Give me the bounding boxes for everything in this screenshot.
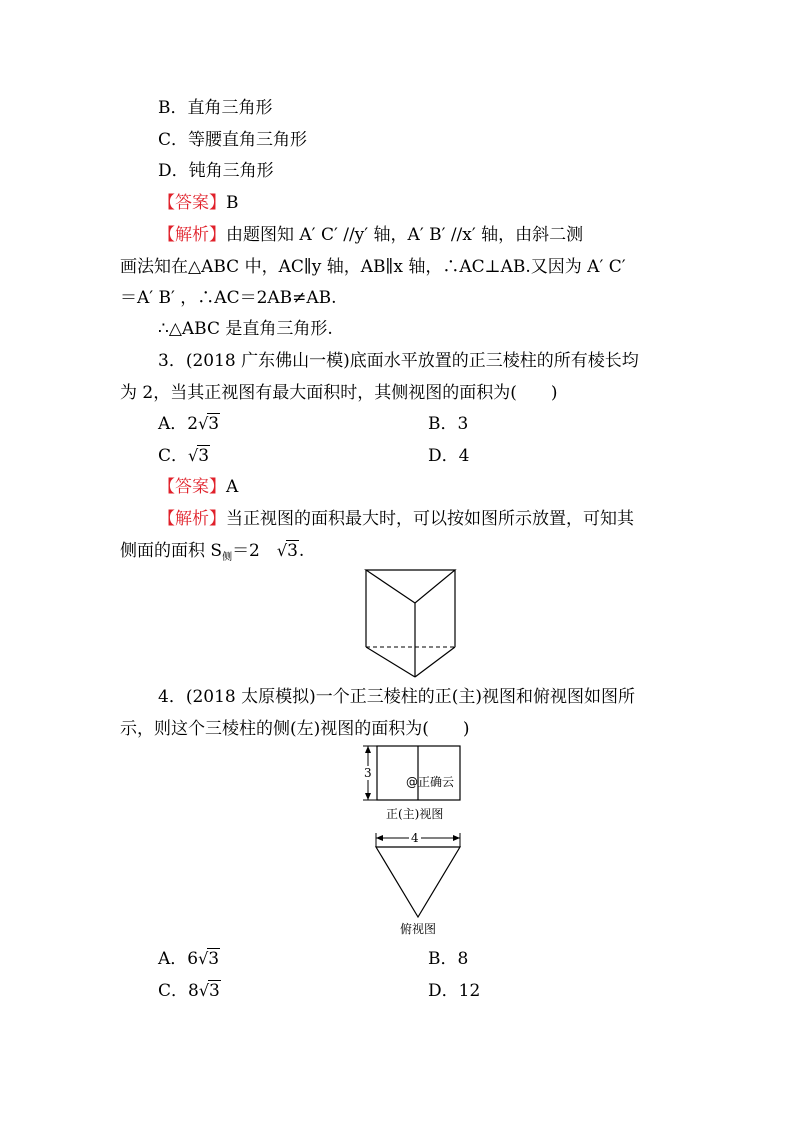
q4-option-a xyxy=(158,948,220,970)
arrow-right-icon xyxy=(453,835,460,841)
analysis-tag: 【解析】 xyxy=(158,225,226,245)
q3-stem-line-2: 为 2，当其正视图有最大面积时，其侧视图的面积为( ) xyxy=(120,383,558,403)
answer-tag: 【答案】 xyxy=(158,477,226,497)
option-c-prefix: C．8 xyxy=(158,981,199,1001)
watermark: @正确云 xyxy=(406,775,455,789)
q4-option-c xyxy=(158,980,221,1002)
q3-stem-line-1: 3．(2018 广东佛山一模)底面水平放置的正三棱柱的所有棱长均 xyxy=(158,351,639,371)
subscript: 侧 xyxy=(222,552,233,563)
height-label: 3 xyxy=(364,766,372,780)
prism-figure xyxy=(360,565,460,680)
option-a-prefix: A．2 xyxy=(158,414,199,434)
q4-stem-line-1: 4．(2018 太原模拟)一个正三棱柱的正(主)视图和俯视图如图所 xyxy=(158,687,636,707)
width-label: 4 xyxy=(411,831,419,845)
q4-option-b: B．8 xyxy=(428,949,469,969)
prism-bottom-right xyxy=(415,647,455,677)
answer-value: B xyxy=(226,193,239,213)
radicand: 3 xyxy=(287,541,298,561)
radicand: 3 xyxy=(208,414,220,434)
analysis-text: . xyxy=(298,541,305,561)
sqrt-symbol: √3 xyxy=(198,949,220,969)
analysis-text: 当正视图的面积最大时，可以按如图所示放置，可知其 xyxy=(226,509,634,529)
analysis-text: 由题图知 A′ C′ //y′ 轴，A′ B′ //x′ 轴，由斜二测 xyxy=(226,225,584,245)
analysis-text: 侧面的面积 S xyxy=(120,541,223,561)
q3-analysis-line-1 xyxy=(158,508,634,530)
option-c-prefix: C． xyxy=(158,446,189,466)
q3-option-d: D．4 xyxy=(428,446,470,466)
radicand: 3 xyxy=(208,949,220,969)
sqrt-symbol: √3 xyxy=(198,981,220,1001)
option-a-prefix: A．6 xyxy=(158,949,199,969)
q2-answer xyxy=(158,192,239,214)
analysis-text: ＝2 xyxy=(232,541,277,561)
prism-top-face xyxy=(366,570,455,603)
q3-answer xyxy=(158,476,238,498)
arrow-up-icon xyxy=(365,746,371,753)
prism-bottom-left xyxy=(366,647,415,677)
radicand: 3 xyxy=(198,446,210,466)
sqrt-symbol: √3 xyxy=(276,541,298,561)
arrow-left-icon xyxy=(376,835,383,841)
front-view-caption: 正(主)视图 xyxy=(386,807,444,821)
sqrt-symbol: √3 xyxy=(198,414,220,434)
top-view-triangle xyxy=(376,847,460,917)
arrow-down-icon xyxy=(365,793,371,800)
q2-option-d: D．钝角三角形 xyxy=(158,161,274,181)
q3-option-c xyxy=(158,445,210,467)
q4-stem-line-2: 示，则这个三棱柱的侧(左)视图的面积为( ) xyxy=(120,719,470,739)
answer-value: A xyxy=(226,477,239,497)
sqrt-symbol: √3 xyxy=(188,446,210,466)
q3-option-b: B．3 xyxy=(428,414,469,434)
q4-option-d: D．12 xyxy=(428,981,481,1001)
q3-analysis-line-2 xyxy=(120,540,304,569)
answer-tag: 【答案】 xyxy=(158,193,226,213)
q2-conclusion: ∴△ABC 是直角三角形. xyxy=(158,319,333,339)
q2-option-b: B．直角三角形 xyxy=(158,98,273,118)
q2-analysis-line-2: 画法知在△ABC 中，AC∥y 轴，AB∥x 轴，∴AC⊥AB.又因为 A′ C′ xyxy=(120,257,626,277)
q3-option-a xyxy=(158,413,220,435)
analysis-tag: 【解析】 xyxy=(158,509,226,529)
q2-analysis-line-1 xyxy=(158,224,583,246)
q2-option-c: C．等腰直角三角形 xyxy=(158,130,308,150)
radicand: 3 xyxy=(209,981,220,1001)
top-view-figure xyxy=(372,832,464,922)
top-view-caption: 俯视图 xyxy=(400,922,437,936)
q2-analysis-line-3: ＝A′ B′ ，∴AC＝2AB≠AB. xyxy=(120,288,337,308)
